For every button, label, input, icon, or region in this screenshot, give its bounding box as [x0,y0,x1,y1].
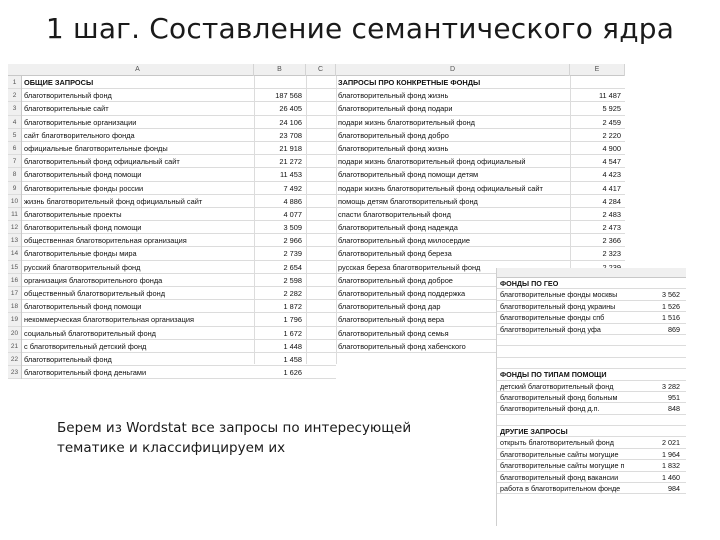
specific-count-cell[interactable]: 2 459 [570,116,625,129]
general-query-cell[interactable]: некоммерческая благотворительная организация [22,313,254,326]
general-count-cell[interactable]: 2 739 [254,247,306,260]
general-query-cell[interactable]: социальный благотворительный фонд [22,327,254,340]
specific-query-cell[interactable]: благотворительный фонд дар [336,300,570,313]
general-query-cell[interactable]: благотворительный фонд помощи [22,221,254,234]
geo-count-cell: 1 526 [662,301,680,311]
row-number[interactable]: 21 [8,340,21,353]
general-count-cell[interactable]: 1 626 [254,366,306,379]
specific-count-cell[interactable]: 4 284 [570,195,625,208]
general-counts-column [254,76,306,379]
general-count-cell[interactable]: 187 568 [254,89,306,102]
specific-queries-header[interactable]: ЗАПРОСЫ ПРО КОНКРЕТНЫЕ ФОНДЫ [336,76,570,89]
empty-row[interactable] [497,415,686,426]
grid-line [336,76,337,364]
row-number[interactable]: 10 [8,195,21,208]
specific-query-cell[interactable]: благотворительный фонд береза [336,247,570,260]
specific-count-cell[interactable]: 2 473 [570,221,625,234]
other-queries-header-label: ДРУГИЕ ЗАПРОСЫ [500,427,568,437]
specific-query-cell[interactable]: благотворительный фонд семья [336,327,570,340]
row-number[interactable]: 15 [8,261,21,274]
general-count-cell[interactable]: 3 509 [254,221,306,234]
grid-line [306,76,307,364]
row-number[interactable]: 19 [8,313,21,326]
general-query-cell[interactable]: жизнь благотворительный фонд официальный сайт [22,195,254,208]
specific-count-cell[interactable]: 4 423 [570,168,625,181]
general-query-cell[interactable]: благотворительный фонд [22,89,254,102]
general-query-cell[interactable]: благотворительный фонд деньгами [22,366,254,379]
empty-cell[interactable] [306,234,336,247]
general-query-cell[interactable]: благотворительный фонд помощи [22,168,254,181]
other-count-cell: 984 [668,484,680,494]
general-count-cell[interactable]: 7 492 [254,182,306,195]
general-query-cell[interactable]: благотворительные проекты [22,208,254,221]
geo-header-label: ФОНДЫ ПО ГЕО [500,279,559,288]
row-number[interactable]: 7 [8,155,21,168]
empty-cell[interactable] [306,129,336,142]
row-number[interactable]: 3 [8,102,21,115]
geo-query-cell: благотворительный фонд уфа [500,324,601,334]
empty-cell[interactable] [306,261,336,274]
help-types-header-label: ФОНДЫ ПО ТИПАМ ПОМОЩИ [500,370,607,380]
empty-cell[interactable] [306,340,336,353]
side-table-row[interactable] [497,403,686,414]
side-table-row[interactable] [497,460,686,471]
empty-cell[interactable] [570,76,625,89]
general-count-cell[interactable]: 21 918 [254,142,306,155]
side-table-row[interactable] [497,472,686,483]
side-table-row[interactable] [497,392,686,403]
specific-count-cell[interactable]: 2 220 [570,129,625,142]
other-query-cell: благотворительные сайты могущие [500,449,619,459]
general-query-cell[interactable]: благотворительные сайт [22,102,254,115]
side-table-row[interactable] [497,312,686,323]
general-count-cell[interactable]: 4 077 [254,208,306,221]
general-query-cell[interactable]: благотворительные фонды россии [22,182,254,195]
general-count-cell[interactable]: 23 708 [254,129,306,142]
empty-cell[interactable] [306,142,336,155]
general-count-cell[interactable]: 21 272 [254,155,306,168]
help-type-count-cell: 3 282 [662,381,680,391]
empty-cell[interactable] [306,366,336,379]
specific-query-cell[interactable]: благотворительный фонд помощи детям [336,168,570,181]
help-type-query-cell: благотворительный фонд д.п. [500,404,600,414]
empty-cell[interactable] [306,221,336,234]
general-query-cell[interactable]: общественная благотворительная организация [22,234,254,247]
general-query-cell[interactable]: с благотворительный детский фонд [22,340,254,353]
other-query-cell: открыть благотворительный фонд [500,438,614,448]
specific-query-cell[interactable]: благотворительный фонд доброе [336,274,570,287]
row-number[interactable]: 18 [8,300,21,313]
specific-count-cell[interactable]: 11 487 [570,89,625,102]
geo-header[interactable] [497,278,686,289]
specific-count-cell[interactable]: 2 323 [570,247,625,260]
side-table-row[interactable] [497,437,686,448]
general-count-cell[interactable]: 1 796 [254,313,306,326]
column-header-a[interactable]: A [22,64,254,76]
specific-query-cell[interactable]: благотворительный фонд надежда [336,221,570,234]
empty-cell[interactable] [306,313,336,326]
specific-count-cell[interactable]: 2 366 [570,234,625,247]
empty-cell[interactable] [306,274,336,287]
specific-query-cell[interactable]: помощь детям благотворительный фонд [336,195,570,208]
geo-count-cell: 1 516 [662,313,680,323]
empty-cell[interactable] [306,182,336,195]
empty-cell[interactable] [306,353,336,366]
row-number[interactable]: 23 [8,366,21,379]
row-number[interactable]: 1 [8,76,21,89]
row-number-column [8,76,22,379]
empty-cell[interactable] [306,287,336,300]
general-queries-column [22,76,254,379]
side-table-row[interactable] [497,381,686,392]
specific-query-cell[interactable]: благотворительный фонд жизнь [336,142,570,155]
row-number[interactable]: 22 [8,353,21,366]
row-number[interactable]: 13 [8,234,21,247]
general-query-cell[interactable]: сайт благотворительного фонда [22,129,254,142]
row-number[interactable]: 4 [8,116,21,129]
slide-caption: Берем из Wordstat все запросы по интересующей тематике и классифицируем их [57,420,412,456]
specific-query-cell[interactable]: благотворительный фонд жизнь [336,89,570,102]
other-count-cell: 2 021 [662,438,680,448]
row-number[interactable]: 20 [8,327,21,340]
general-count-cell[interactable]: 1 872 [254,300,306,313]
general-query-cell[interactable]: официальные благотворительные фонды [22,142,254,155]
empty-row[interactable] [497,346,686,357]
side-table-row[interactable] [497,324,686,335]
spreadsheet-side-panel [496,268,686,526]
other-count-cell: 1 832 [662,461,680,471]
help-type-query-cell: благотворительный фонд больным [500,392,618,402]
specific-query-cell[interactable]: благотворительный фонд вера [336,313,570,326]
empty-cell[interactable] [306,102,336,115]
specific-query-cell[interactable]: благотворительный фонд милосердие [336,234,570,247]
help-type-count-cell: 951 [668,392,680,402]
help-types-header[interactable] [497,369,686,380]
empty-cell[interactable] [254,76,306,89]
empty-cell[interactable] [306,89,336,102]
general-count-cell[interactable]: 1 448 [254,340,306,353]
specific-query-cell[interactable]: благотворительный фонд подари [336,102,570,115]
specific-query-cell[interactable]: русская береза благотворительный фонд [336,261,570,274]
general-query-cell[interactable]: благотворительный фонд помощи [22,300,254,313]
column-header-e[interactable]: E [570,64,625,76]
specific-query-cell[interactable]: благотворительный фонд добро [336,129,570,142]
column-header-d[interactable]: D [336,64,570,76]
slide-title: 1 шаг. Составление семантического ядра [45,12,675,45]
geo-query-cell: благотворительные фонды спб [500,313,605,323]
row-number[interactable]: 6 [8,142,21,155]
other-query-cell: благотворительные сайты могущие п [500,461,625,471]
specific-query-cell[interactable]: подари жизнь благотворительный фонд [336,116,570,129]
general-query-cell[interactable]: благотворительные организации [22,116,254,129]
side-column-header-bar [497,268,686,278]
general-count-cell[interactable]: 11 453 [254,168,306,181]
general-count-cell[interactable]: 1 458 [254,353,306,366]
help-type-query-cell: детский благотворительный фонд [500,381,614,391]
other-count-cell: 1 964 [662,449,680,459]
specific-count-cell[interactable]: 4 417 [570,182,625,195]
empty-cell[interactable] [306,208,336,221]
empty-cell[interactable] [306,116,336,129]
side-table-row[interactable] [497,289,686,300]
geo-query-cell: благотворительные фонды москвы [500,290,618,300]
specific-count-cell[interactable]: 5 925 [570,102,625,115]
empty-cell[interactable] [306,155,336,168]
empty-column [306,76,336,379]
side-table-row[interactable] [497,301,686,312]
general-count-cell[interactable]: 26 405 [254,102,306,115]
specific-query-cell[interactable]: подари жизнь благотворительный фонд официальный [336,155,570,168]
row-number[interactable]: 12 [8,221,21,234]
specific-query-cell[interactable]: спасти благотворительный фонд [336,208,570,221]
other-query-cell: благотворительный фонд вакансии [500,472,619,482]
column-header-c[interactable]: C [306,64,336,76]
empty-cell[interactable] [306,76,336,89]
general-count-cell[interactable]: 4 886 [254,195,306,208]
general-query-cell[interactable]: благотворительные фонды мира [22,247,254,260]
row-number[interactable]: 8 [8,168,21,181]
other-count-cell: 1 460 [662,472,680,482]
empty-cell[interactable] [306,247,336,260]
row-number[interactable]: 14 [8,247,21,260]
specific-count-cell[interactable]: 4 900 [570,142,625,155]
empty-cell[interactable] [306,327,336,340]
general-count-cell[interactable]: 2 282 [254,287,306,300]
row-number[interactable]: 17 [8,287,21,300]
geo-count-cell: 869 [668,324,680,334]
geo-count-cell: 3 562 [662,290,680,300]
general-query-cell[interactable]: благотворительный фонд [22,353,254,366]
geo-query-cell: благотворительный фонд украины [500,301,616,311]
general-query-cell[interactable]: благотворительный фонд официальный сайт [22,155,254,168]
row-number[interactable]: 9 [8,182,21,195]
column-header-bar [8,64,625,76]
specific-count-cell[interactable]: 4 547 [570,155,625,168]
column-header-b[interactable]: B [254,64,306,76]
help-type-count-cell: 848 [668,404,680,414]
specific-query-cell[interactable]: подари жизнь благотворительный фонд официальный сайт [336,182,570,195]
specific-query-cell[interactable]: благотворительный фонд хабенского [336,340,570,353]
other-queries-header[interactable] [497,426,686,437]
empty-row[interactable] [497,335,686,346]
specific-count-cell[interactable]: 2 483 [570,208,625,221]
general-count-cell[interactable]: 2 598 [254,274,306,287]
general-count-cell[interactable]: 2 966 [254,234,306,247]
general-queries-header[interactable]: ОБЩИЕ ЗАПРОСЫ [22,76,254,89]
row-number[interactable]: 2 [8,89,21,102]
empty-cell[interactable] [306,168,336,181]
empty-cell[interactable] [306,195,336,208]
grid-line [254,76,255,364]
empty-row[interactable] [497,358,686,369]
general-query-cell[interactable]: русский благотворительный фонд [22,261,254,274]
side-table-row[interactable] [497,449,686,460]
general-query-cell[interactable]: организация благотворительного фонда [22,274,254,287]
specific-query-cell[interactable]: благотворительный фонд поддержка [336,287,570,300]
empty-cell[interactable] [306,300,336,313]
general-count-cell[interactable]: 1 672 [254,327,306,340]
side-table-row[interactable] [497,483,686,494]
general-count-cell[interactable]: 24 106 [254,116,306,129]
other-query-cell: работа в благотворительном фонде [500,484,621,494]
row-number[interactable]: 16 [8,274,21,287]
row-number[interactable]: 5 [8,129,21,142]
row-number[interactable]: 11 [8,208,21,221]
general-query-cell[interactable]: общественный благотворительный фонд [22,287,254,300]
general-count-cell[interactable]: 2 654 [254,261,306,274]
